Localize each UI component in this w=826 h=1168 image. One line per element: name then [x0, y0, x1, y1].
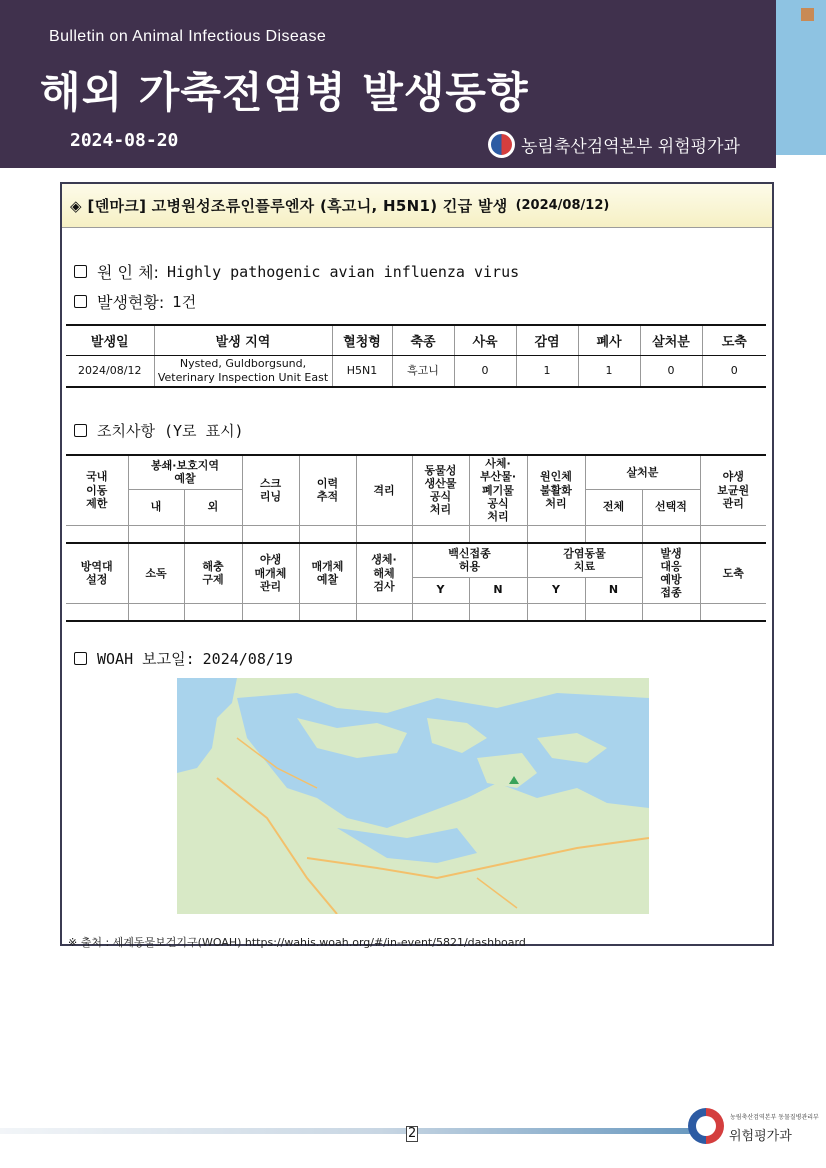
measure-product-disposal: 동물성 생산물 공식 처리	[412, 455, 469, 525]
cell-raised: 0	[454, 355, 516, 387]
header-accent-strip	[776, 0, 826, 155]
column-header: 살처분	[640, 325, 702, 355]
column-header: 축종	[392, 325, 454, 355]
report-card	[60, 182, 774, 949]
cell-dead: 1	[578, 355, 640, 387]
cell-slaughtered: 0	[730, 363, 738, 377]
measure-culling-selective: 선택적	[642, 489, 700, 525]
checkbox-icon	[74, 652, 87, 665]
measures-value-row	[66, 525, 766, 543]
status-label: 발생현황:	[97, 293, 165, 312]
report-date: (2024/08/12)	[515, 198, 610, 213]
outbreak-map	[177, 678, 649, 914]
measure-disinfection: 소독	[128, 543, 184, 603]
issue-date: 2024-08-20	[70, 130, 179, 151]
measure-pathogen-inactivation: 원인체 불활화 처리	[527, 455, 585, 525]
source-note: ※ 출처 : 세계동물보건기구(WOAH) https://wahis.woah.org/#/in-event/5821/dashboard	[68, 936, 526, 949]
woah-line	[74, 648, 293, 669]
org-logo	[488, 131, 740, 158]
footer-org-small: 농림축산검역본부 동물질병관리부	[730, 1114, 819, 1121]
vaccination-yes: Y	[412, 577, 469, 603]
column-header: 사육	[454, 325, 516, 355]
checkbox-icon	[74, 265, 87, 278]
column-header: 발생 지역	[154, 325, 332, 355]
measure-trace: 이력 추적	[299, 455, 356, 525]
corner-accent	[801, 8, 814, 21]
column-header: 폐사	[578, 325, 640, 355]
region-line: Nysted, Guldborgsund,	[179, 357, 307, 370]
checkbox-icon	[74, 295, 87, 308]
treatment-yes: Y	[527, 577, 585, 603]
org-name: 농림축산검역본부 위험평가과	[521, 137, 740, 157]
status-line	[74, 290, 196, 313]
column-header: 도축	[702, 325, 766, 355]
woah-date: 2024/08/19	[202, 649, 293, 668]
page-number: 2	[408, 1126, 417, 1141]
measure-zone-out: 외	[184, 489, 242, 525]
measures-table	[66, 454, 766, 622]
measure-move-restriction: 국내 이동 제한	[66, 455, 128, 525]
measures-value-row	[66, 603, 766, 621]
map-graphic	[177, 678, 649, 914]
column-header: 혈청형	[332, 325, 392, 355]
report-title: [덴마크] 고병원성조류인플루엔자 (흑고니, H5N1) 긴급 발생	[87, 197, 508, 215]
measure-culling: 살처분	[585, 455, 700, 489]
measure-isolation: 격리	[356, 455, 412, 525]
table-row	[66, 355, 766, 387]
measure-screening: 스크 리닝	[242, 455, 299, 525]
measure-culling-all: 전체	[585, 489, 642, 525]
measures-line	[74, 420, 244, 441]
measure-prevention-vax: 발생 대응 예방 접종	[642, 543, 700, 603]
measure-zone-in: 내	[128, 489, 184, 525]
column-header: 발생일	[66, 325, 154, 355]
footer-org: 위험평가과	[729, 1129, 792, 1144]
page-title: 해외 가축전염병 발생동향	[40, 68, 529, 117]
measure-zone-watch: 봉쇄·보호지역 예찰	[128, 455, 242, 489]
bulletin-subtitle: Bulletin on Animal Infectious Disease	[49, 28, 327, 45]
treatment-no: N	[585, 577, 642, 603]
cell-region	[154, 355, 332, 387]
checkbox-icon	[74, 424, 87, 437]
region-line: Veterinary Inspection Unit East	[157, 370, 329, 384]
cell-date: 2024/08/12	[66, 355, 154, 387]
report-title-bar	[62, 184, 772, 228]
cell-culled: 0	[640, 355, 702, 387]
vaccination-no: N	[469, 577, 527, 603]
footer-line	[0, 1128, 690, 1134]
measure-wild-reservoir: 야생 보균원 관리	[700, 455, 766, 525]
measure-carcass-disposal: 사체· 부산물· 폐기물 공식 처리	[469, 455, 527, 525]
pathogen-value: Highly pathogenic avian influenza virus	[166, 262, 520, 281]
outbreak-status-table	[66, 324, 766, 388]
table-header-row	[66, 325, 766, 355]
cell-species: 흑고니	[392, 355, 454, 387]
cell-serotype: H5N1	[332, 355, 392, 387]
column-header: 감염	[516, 325, 578, 355]
cell-infected: 1	[516, 355, 578, 387]
taegeuk-emblem-icon	[488, 131, 515, 158]
pathogen-label: 원 인 체:	[97, 263, 159, 282]
measures-label: 조치사항 (Y로 표시)	[97, 422, 244, 440]
woah-label: WOAH 보고일:	[97, 650, 195, 668]
pathogen-line	[74, 260, 519, 283]
measure-bio-test: 생체· 해체 검사	[356, 543, 412, 603]
measure-wildlife-vector: 야생 매개체 관리	[242, 543, 299, 603]
status-value: 1건	[172, 293, 197, 311]
measure-vector-watch: 매개체 예찰	[299, 543, 356, 603]
diamond-bullet-icon: ◈	[70, 196, 82, 215]
measure-zoning: 방역대 설정	[66, 543, 128, 603]
measure-treatment: 감염동물 치료	[527, 543, 642, 577]
measure-slaughter: 도축	[700, 543, 766, 603]
measure-pest-control: 해충 구제	[184, 543, 242, 603]
measure-vaccination: 백신접종 허용	[412, 543, 527, 577]
